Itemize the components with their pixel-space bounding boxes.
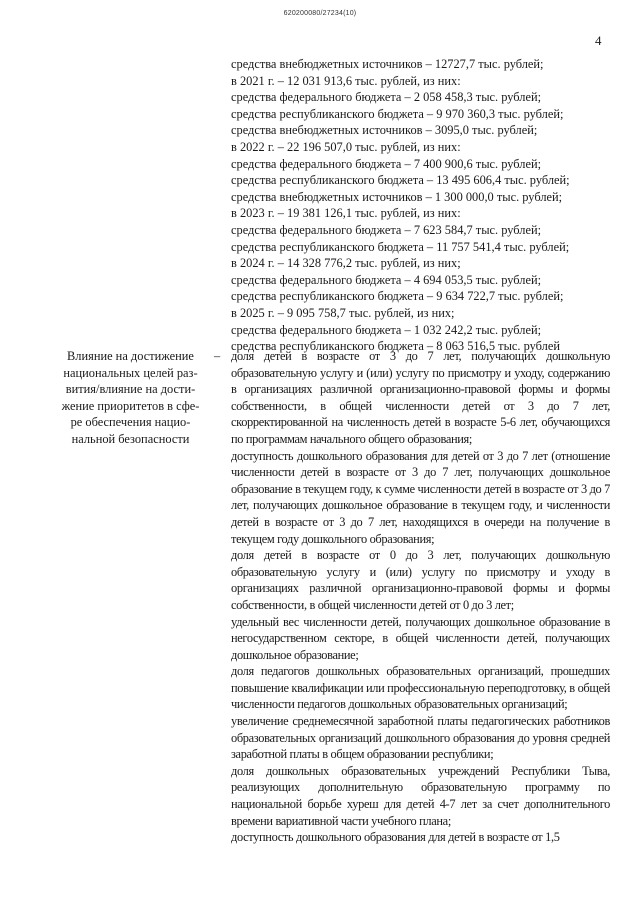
document-code: 620200080/27234(10) <box>283 10 357 17</box>
section-label-line: нальной безопасности <box>71 431 190 446</box>
indicator-paragraph: увеличение среднемесячной заработной платы педагогических работников образовательных организаций дошкольного образования до уровня средней заработной платы в общем образовании республики; <box>231 714 610 762</box>
indicator-paragraph: доступность дошкольного образования для детей в возрасте от 1,5 <box>231 830 560 845</box>
funding-line: средства республиканского бюджета – 8 063 516,5 тыс. рублей <box>231 339 560 354</box>
section-label-line: национальных целей раз- <box>63 365 198 380</box>
funding-line: средства федерального бюджета – 1 032 242,2 тыс. рублей; <box>231 322 542 337</box>
funding-line: в 2024 г. – 14 328 776,2 тыс. рублей, из них; <box>231 256 461 271</box>
funding-line: средства республиканского бюджета – 9 970 360,3 тыс. рублей; <box>231 106 564 121</box>
section-label-line: Влияние на достижение <box>67 349 194 363</box>
funding-line: средства республиканского бюджета – 9 634 722,7 тыс. рублей; <box>231 289 564 304</box>
indicator-paragraph: удельный вес численности детей, получающих дошкольное образование в негосударственном секторе, в общей численности детей, получающих дошкольное образование; <box>231 614 610 662</box>
funding-line: средства федерального бюджета – 4 694 053,5 тыс. рублей; <box>231 272 542 287</box>
indicator-paragraph: доля педагогов дошкольных образовательных организаций, прошедших повышение квалификации или профессиональную переподготовку, в общей численности педагогов дошкольных образовательных организаций; <box>231 664 610 712</box>
funding-line: средства республиканского бюджета – 13 495 606,4 тыс. рублей; <box>231 173 570 188</box>
funding-line: средства внебюджетных источников – 12727,7 тыс. рублей; <box>231 57 544 71</box>
indicator-list <box>231 348 610 846</box>
indicator-paragraph: доля дошкольных образовательных учреждений Республики Тыва, реализующих дополнительную образовательную программу по национальной борьбе хуреш для детей 4-7 лет за счет дополнительного времени вариативной части учебного плана; <box>231 763 610 828</box>
funding-line: в 2025 г. – 9 095 758,7 тыс. рублей, из них; <box>231 305 455 320</box>
funding-line: средства внебюджетных источников – 1 300 000,0 тыс. рублей; <box>231 189 563 204</box>
section-label <box>58 348 203 448</box>
section-label-line: жение приоритетов в сфе- <box>61 398 200 413</box>
indicator-paragraph: доля детей в возрасте от 0 до 3 лет, получающих дошкольную образовательную услугу и (или) услугу по присмотру и уходу в организациях различной организационно-правовой формы и формы собственности, в общей численности детей от 0 до 3 лет; <box>231 548 610 612</box>
funding-line: средства федерального бюджета – 7 400 900,6 тыс. рублей; <box>231 156 542 171</box>
funding-line: в 2023 г. – 19 381 126,1 тыс. рублей, из них: <box>231 206 461 221</box>
page-number: 4 <box>595 33 602 48</box>
funding-line: средства внебюджетных источников – 3095,0 тыс. рублей; <box>231 123 538 138</box>
funding-line: средства республиканского бюджета – 11 757 541,4 тыс. рублей; <box>231 239 570 254</box>
section-dash: – <box>214 349 221 363</box>
indicator-paragraph: доля детей в возрасте от 3 до 7 лет, получающих дошкольную образовательную услугу и (или) услугу по присмотру и уходу, содержанию в организациях различной организационно-правовой формы и формы собственности, в общей численности детей от 3 до 7 лет, скорректированной на численность детей в возрасте 5-6 лет, обучающихся по программам начального общего образования; <box>231 349 610 446</box>
funding-block <box>231 56 611 355</box>
indicator-paragraph: доступность дошкольного образования для детей от 3 до 7 лет (отношение численности детей в возрасте от 3 до 7 лет, получающих дошкольное образование в текущем году, к сумме численности детей в возрасте от 3 до 7 лет, получающих дошкольное образование в текущем году, и численности детей в возрасте от 3 до 7 лет, находящихся в очереди на получение в текущем году дошкольного образования; <box>231 448 610 546</box>
funding-line: средства федерального бюджета – 2 058 458,3 тыс. рублей; <box>231 90 542 105</box>
funding-line: в 2022 г. – 22 196 507,0 тыс. рублей, из них: <box>231 139 461 154</box>
section-label-line: ре обеспечения нацио- <box>70 415 191 430</box>
funding-line: средства федерального бюджета – 7 623 584,7 тыс. рублей; <box>231 222 542 237</box>
section-label-line: вития/влияние на дости- <box>65 382 196 397</box>
funding-line: в 2021 г. – 12 031 913,6 тыс. рублей, из них: <box>231 73 461 88</box>
